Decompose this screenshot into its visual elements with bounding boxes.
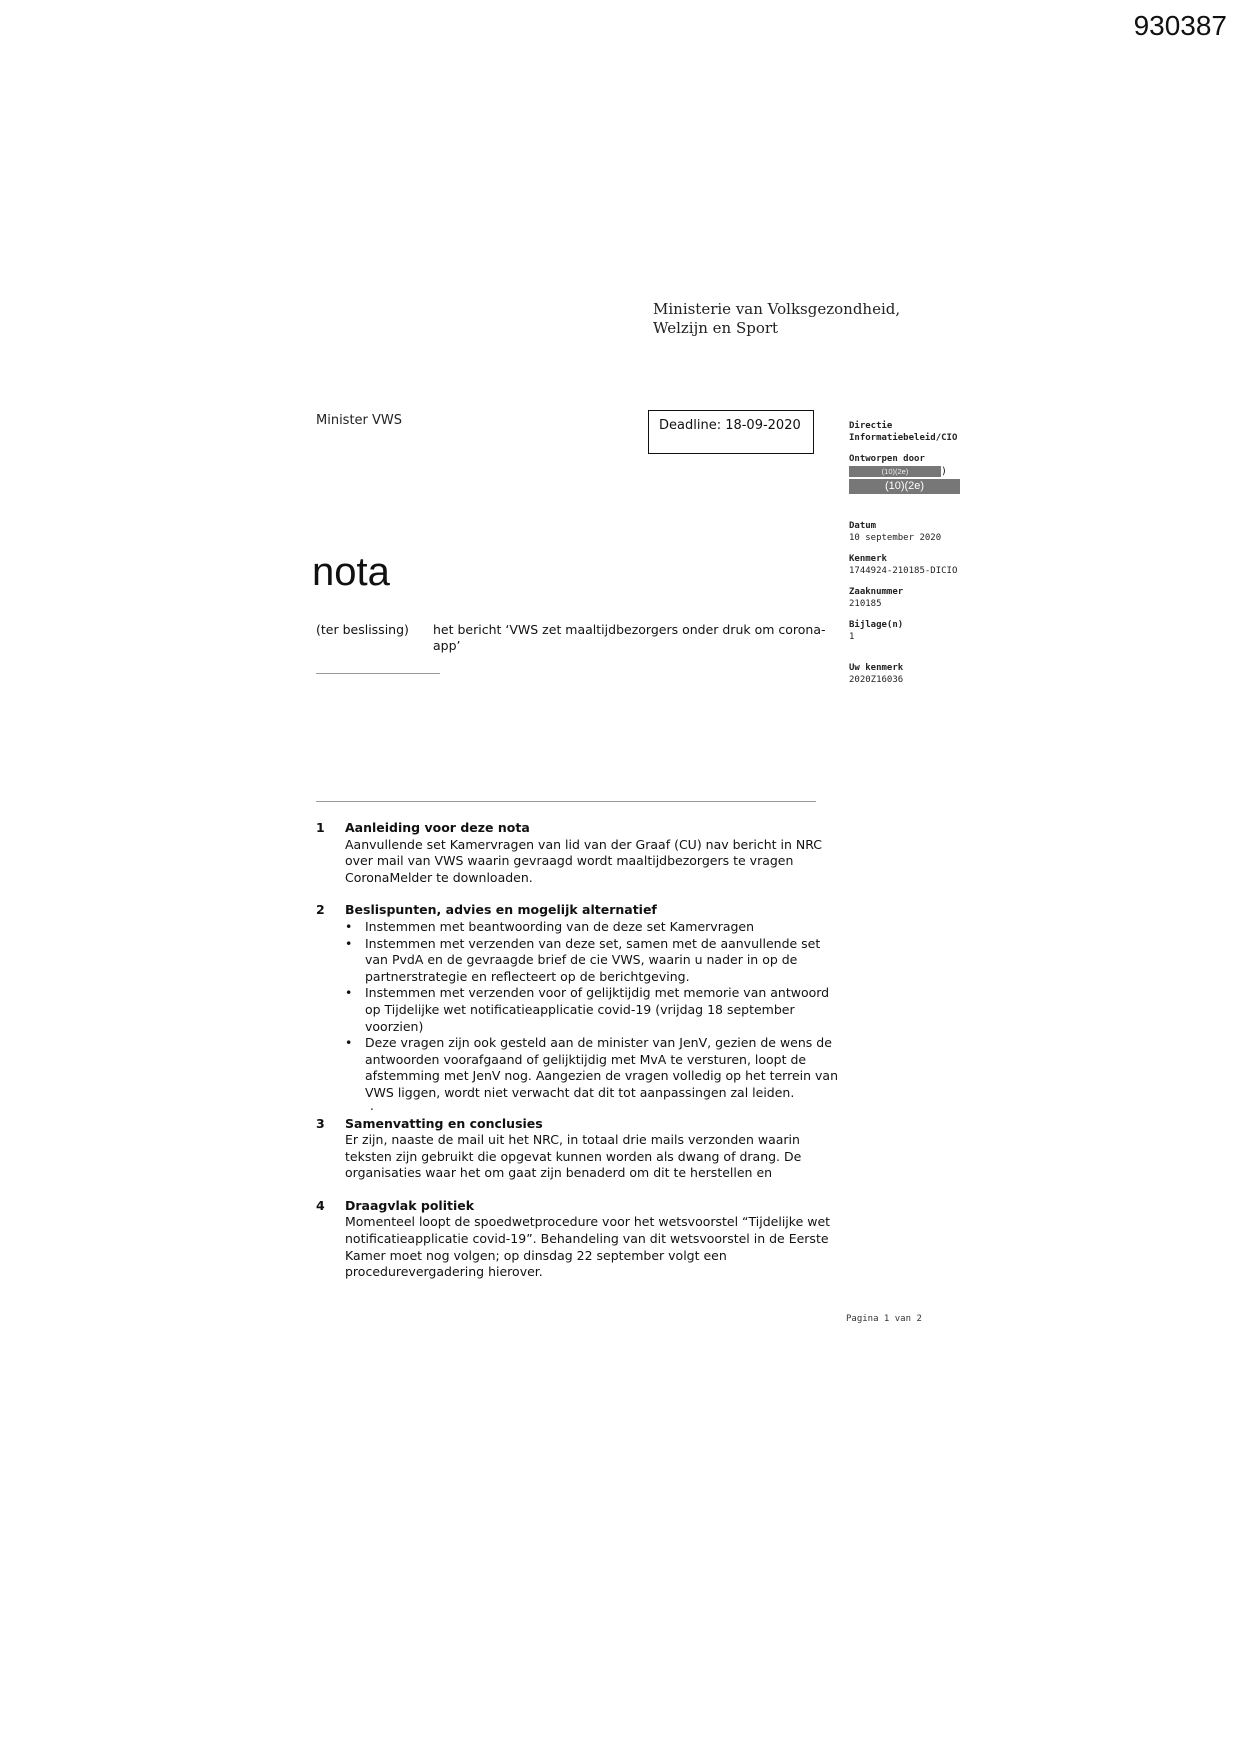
redaction-row — [849, 465, 989, 477]
zaaknummer-label: Zaaknummer — [849, 587, 904, 597]
section-title: Samenvatting en conclusies — [345, 1115, 543, 1131]
list-item: • Instemmen met verzenden voor of gelijktijdig met memorie van antwoord op Tijdelijke wet notificatieapplicatie covid-19 (vrijdag 18 september voorzien) — [345, 985, 846, 1035]
zaaknummer-value: 210185 — [849, 599, 882, 609]
ministry-line-2: Welzijn en Sport — [653, 319, 779, 337]
bijlage-label: Bijlage(n) — [849, 620, 904, 630]
decision-list — [345, 919, 846, 1102]
subject-type: (ter beslissing) — [316, 622, 409, 637]
list-item: • Instemmen met beantwoording van de deze set Kamervragen — [345, 919, 846, 936]
list-item: • Instemmen met verzenden van deze set, samen met de aanvullende set van PvdA en de gevraagde brief de cie VWS, waarin u nader in op de partnerstrategie en reflecteert op de berichtgeving. — [345, 936, 846, 986]
directie-value: Informatiebeleid/CIO — [849, 433, 958, 443]
deadline-box — [648, 410, 814, 454]
datum-value: 10 september 2020 — [849, 533, 942, 543]
document-number: 930387 — [1133, 10, 1227, 41]
uw-kenmerk-value: 2020Z16036 — [849, 675, 904, 685]
uw-kenmerk-label: Uw kenmerk — [849, 663, 904, 673]
section-number: 1 — [316, 820, 325, 835]
section-2 — [316, 902, 846, 1113]
list-item: • Deze vragen zijn ook gesteld aan de minister van JenV, gezien de wens de antwoorden voorafgaand of gelijktijdig met MvA te versturen, loopt de afstemming met JenV nog. Aangezien de vragen volledig op het terrein van VWS liggen, wordt niet verwacht dat dit tot aanpassingen zal leiden. — [345, 1035, 846, 1101]
redaction-block-large: (10)(2e) — [849, 479, 960, 494]
section-1 — [316, 820, 846, 886]
datum-label: Datum — [849, 521, 877, 531]
section-number: 4 — [316, 1197, 325, 1213]
kenmerk-value: 1744924-210185-DICIO — [849, 566, 958, 576]
section-text: Er zijn, naaste de mail uit het NRC, in totaal drie mails verzonden waarin teksten zijn gebruikt die opgevat kunnen worden als dwang of drang. De organisaties waar het om gaat zijn benaderd om dit te herstellen en — [345, 1132, 802, 1181]
kenmerk-label: Kenmerk — [849, 554, 887, 564]
redaction-paren: ) — [941, 466, 948, 477]
section-title: Beslispunten, advies en mogelijk alternatief — [345, 902, 657, 918]
section-title: Draagvlak politiek — [345, 1197, 475, 1213]
section-text: Momenteel loopt de spoedwetprocedure voor het wetsvoorstel “Tijdelijke wet notificatieapplicatie covid-19”. Behandeling van dit wetsvoorstel in de Eerste Kamer moet nog volgen; op dinsdag 22 september volgt een procedurevergadering hierover. — [345, 1214, 831, 1280]
ministry-logo-text — [653, 300, 900, 338]
section-number: 2 — [316, 902, 325, 918]
addressee: Minister VWS — [316, 413, 403, 428]
section-text: Aanvullende set Kamervragen van lid van der Graaf (CU) nav bericht in NRC over mail van VWS waarin gevraagd wordt maaltijdbezorgers te vragen CoronaMelder te downloaden. — [345, 836, 823, 885]
ministry-line-1: Ministerie van Volksgezondheid, — [653, 300, 901, 318]
page-indicator: Pagina 1 van 2 — [846, 1314, 922, 1324]
deadline-text: Deadline: 18-09-2020 — [659, 418, 801, 433]
short-divider — [316, 673, 440, 674]
redaction-block-small: (10)(2e) — [849, 466, 941, 477]
metadata-sidebar — [849, 420, 989, 686]
section-3 — [316, 1116, 846, 1182]
section-number: 3 — [316, 1115, 325, 1131]
stray-dot: . — [370, 1098, 374, 1113]
section-4 — [316, 1198, 846, 1281]
document-title: nota — [312, 550, 390, 594]
ontworpen-door-label: Ontworpen door — [849, 454, 925, 464]
long-divider — [316, 801, 816, 802]
subject-line: het bericht ‘VWS zet maaltijdbezorgers onder druk om corona-app’ — [433, 622, 826, 653]
document-body — [316, 820, 846, 1281]
bijlage-value: 1 — [849, 632, 855, 642]
section-title: Aanleiding voor deze nota — [345, 820, 530, 835]
directie-label: Directie — [849, 421, 893, 431]
